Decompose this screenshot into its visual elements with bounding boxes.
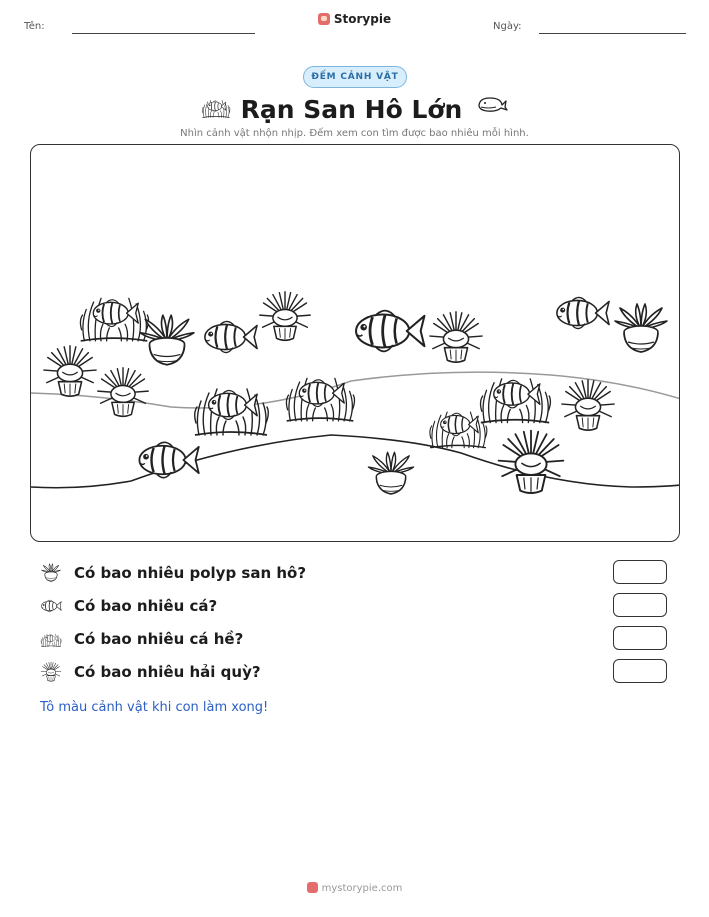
instructions: Nhìn cảnh vật nhộn nhịp. Đếm xem con tìm được bao nhiêu mỗi hình.	[180, 128, 529, 139]
brand-name: Storypie	[333, 12, 392, 26]
coloring-note: Tô màu cảnh vật khi con làm xong!	[40, 700, 269, 715]
sea-anemone	[98, 368, 148, 417]
footer	[0, 882, 709, 894]
clownfish	[195, 389, 269, 435]
sea-anemone	[44, 346, 96, 396]
footer-url[interactable]: mystorypie.com	[321, 883, 403, 894]
answer-box-clownfish[interactable]	[613, 626, 667, 650]
title-text: Rạn San Hô Lớn	[240, 95, 463, 124]
whale-icon	[476, 94, 508, 114]
sea-anemone	[430, 312, 482, 362]
coral-polyp	[368, 452, 413, 494]
clownfish	[430, 412, 487, 448]
sea-anemone-icon	[40, 661, 62, 683]
coral-polyp	[140, 315, 194, 365]
question-row-clownfish	[40, 626, 670, 652]
question-text: Có bao nhiêu cá?	[74, 597, 218, 615]
clownfish-icon	[40, 628, 62, 650]
clownfish	[80, 298, 148, 341]
sea-anemone-icon	[201, 92, 231, 122]
answer-box-anemones[interactable]	[613, 659, 667, 683]
question-text: Có bao nhiêu hải quỳ?	[74, 663, 261, 681]
fish-icon	[40, 595, 62, 617]
question-row-anemones	[40, 659, 670, 685]
answer-box-fish[interactable]	[613, 593, 667, 617]
answer-box-polyps[interactable]	[613, 560, 667, 584]
question-row-fish	[40, 593, 670, 619]
brand-logo	[0, 12, 709, 26]
reef-scene	[30, 144, 680, 542]
coral-polyp-icon	[40, 562, 62, 584]
storypie-logo-icon	[307, 882, 318, 893]
fish	[557, 297, 609, 328]
fish	[356, 311, 424, 352]
name-label: Tên:	[24, 21, 45, 32]
sea-anemone	[260, 292, 310, 341]
sea-anemone	[562, 380, 614, 430]
clownfish	[286, 378, 354, 421]
fish	[139, 442, 198, 477]
reef-illustration	[31, 145, 680, 542]
category-badge: ĐẾM CẢNH VẬT	[303, 66, 407, 88]
date-line[interactable]	[539, 33, 686, 34]
fish	[205, 321, 257, 352]
date-label: Ngày:	[493, 21, 522, 32]
page-title	[0, 92, 709, 124]
question-text: Có bao nhiêu polyp san hô?	[74, 564, 307, 582]
storypie-logo-icon	[318, 13, 330, 25]
question-row-polyps	[40, 560, 670, 586]
clownfish	[481, 379, 551, 423]
coral-polyp	[615, 304, 667, 352]
name-line[interactable]	[72, 33, 255, 34]
sea-anemone	[499, 431, 564, 493]
question-text: Có bao nhiêu cá hề?	[74, 630, 244, 648]
